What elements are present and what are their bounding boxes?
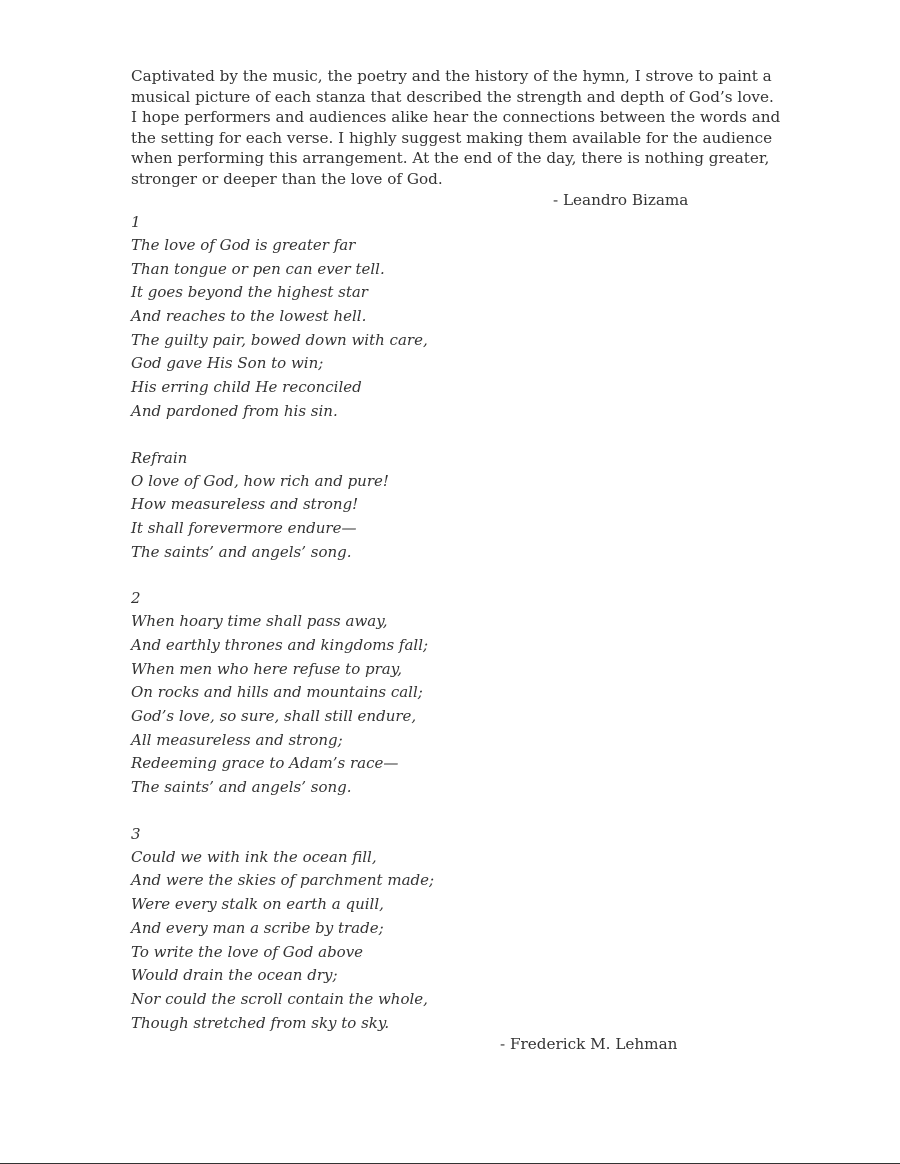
poem-line: When men who here refuse to pray,: [131, 659, 402, 678]
poem-line: Would drain the ocean dry;: [131, 966, 338, 985]
stanza-2: [131, 586, 551, 800]
poem-line: The saints’ and angels’ song.: [131, 542, 352, 561]
poem-line: All measureless and strong;: [131, 730, 343, 749]
poem-line: His erring child He reconciled: [131, 378, 362, 397]
poem-line: The saints’ and angels’ song.: [131, 778, 352, 797]
poem-line: God’s love, so sure, shall still endure,: [131, 707, 417, 725]
stanza-label: 3: [131, 824, 141, 843]
poem-line: God gave His Son to win;: [131, 354, 324, 373]
intro-section: [131, 66, 781, 190]
poem-line: Though stretched from sky to sky.: [131, 1013, 390, 1032]
poem-line: The love of God is greater far: [131, 236, 356, 254]
poem-line: To write the love of God above: [131, 942, 364, 961]
stanza-3: [131, 822, 551, 1036]
poem-line: Could we with ink the ocean fill,: [131, 847, 377, 866]
poem-line: And reaches to the lowest hell.: [131, 307, 367, 326]
poem-line: O love of God, how rich and pure!: [131, 471, 389, 490]
poem-line: It goes beyond the highest star: [131, 283, 368, 302]
poem-line: Nor could the scroll contain the whole,: [131, 989, 428, 1008]
poem-line: And pardoned from his sin.: [131, 401, 338, 420]
stanza-refrain: [131, 446, 551, 565]
poem-line: And were the skies of parchment made;: [131, 871, 435, 890]
stanza-1: [131, 210, 551, 424]
intro-attribution: - Leandro Bizama: [553, 191, 689, 209]
poem-line: And every man a scribe by trade;: [131, 918, 384, 937]
poem-line: Redeeming grace to Adam’s race—: [131, 754, 399, 773]
stanza-label: Refrain: [131, 448, 188, 467]
poem-line: It shall forevermore endure—: [131, 518, 357, 537]
stanza-label: 1: [131, 213, 141, 231]
poem-line: When hoary time shall pass away,: [131, 612, 388, 631]
poem-line: On rocks and hills and mountains call;: [131, 683, 423, 702]
poem-line: Than tongue or pen can ever tell.: [131, 259, 385, 278]
poem-line: How measureless and strong!: [131, 495, 359, 514]
stanza-label: 2: [131, 589, 141, 608]
poem-line: And earthly thrones and kingdoms fall;: [131, 635, 429, 654]
hymn-attribution: - Frederick M. Lehman: [500, 1035, 678, 1053]
poem-line: Were every stalk on earth a quill,: [131, 895, 384, 914]
poem-line: The guilty pair, bowed down with care,: [131, 330, 428, 349]
intro-paragraph: Captivated by the music, the poetry and the history of the hymn, I strove to paint a musical picture of each stanza that described the strength and depth of God’s love. I hope performers and audiences alike hear the connections between the words and the setting for each verse. I highly suggest making them available for the audience when performing this arrangement. At the end of the day, there is nothing greater, stronger or deeper than the love of God.: [131, 67, 781, 188]
hymn-text: [131, 210, 551, 1035]
